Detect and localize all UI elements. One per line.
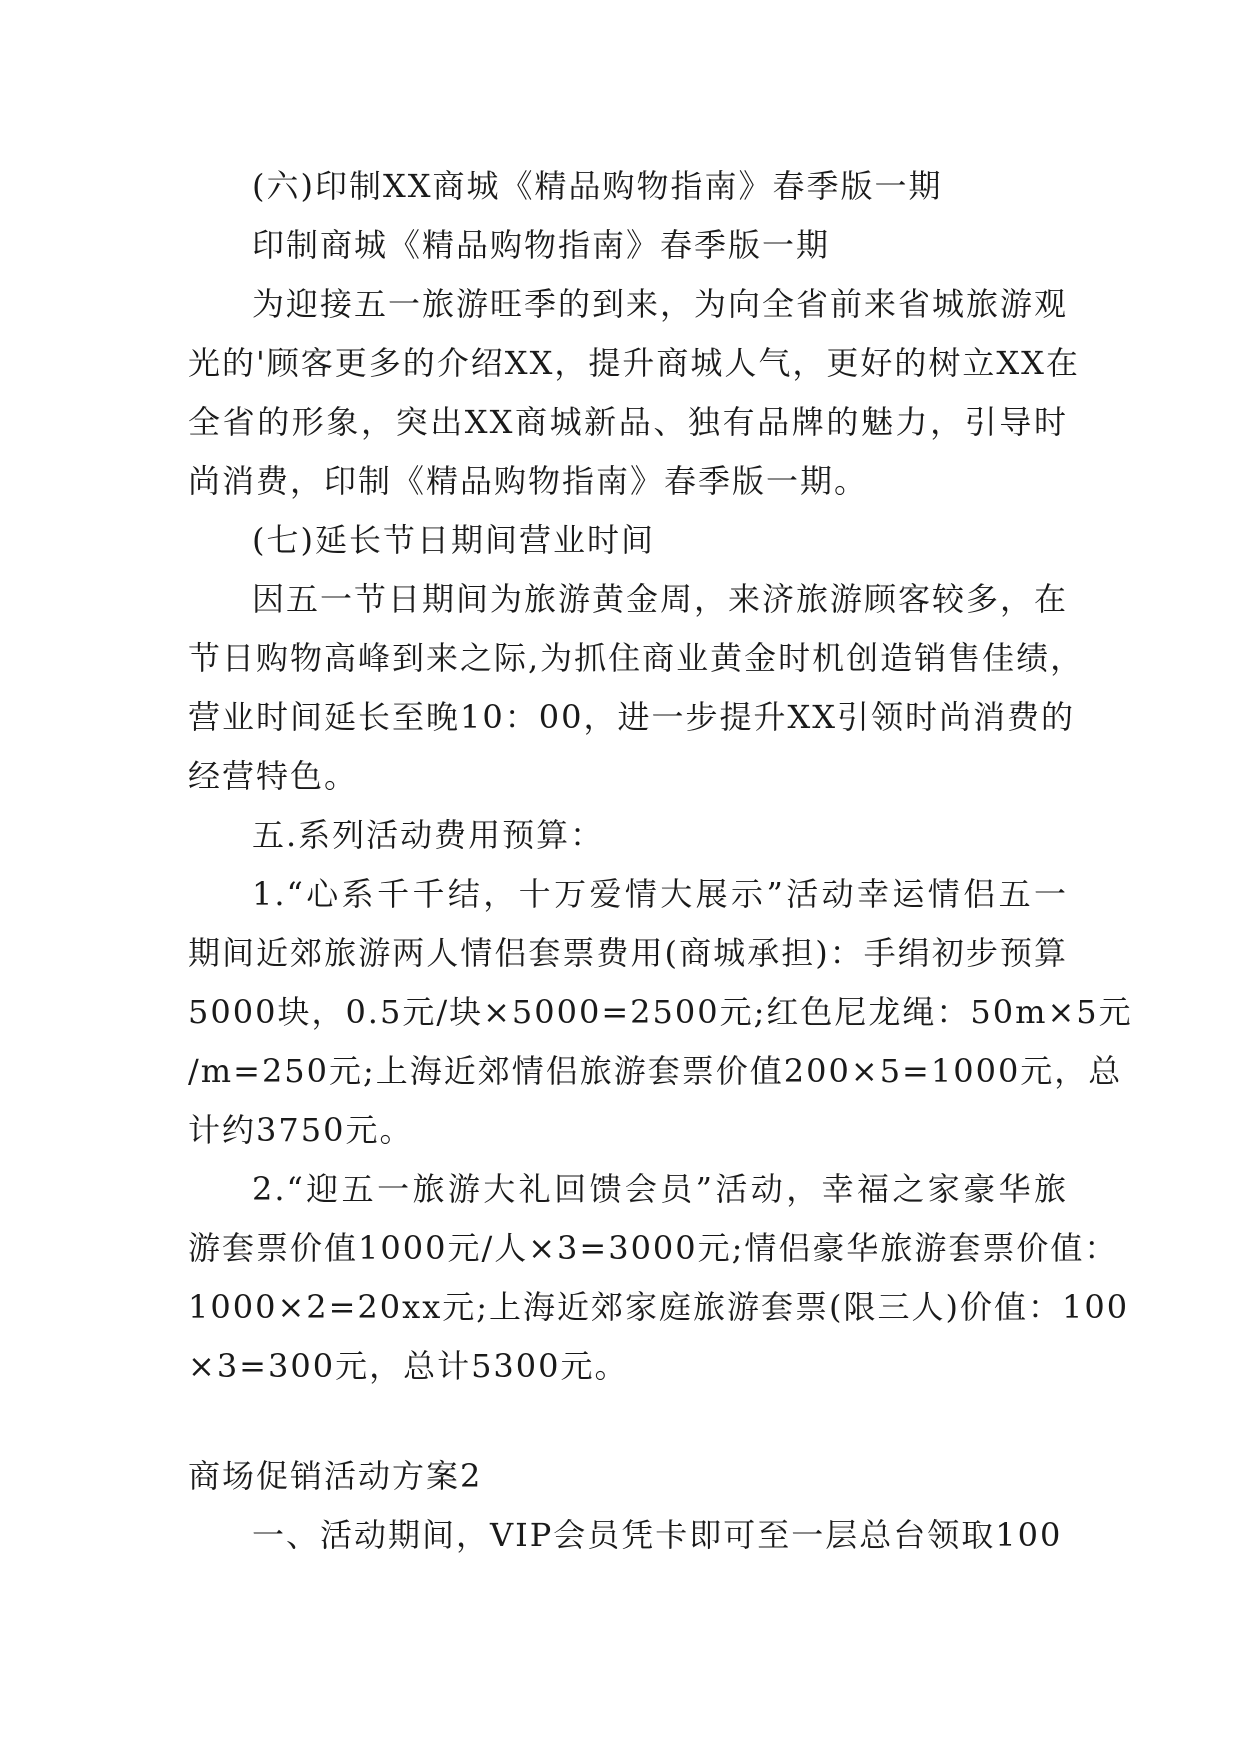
section-heading-5: 五.系列活动费用预算：: [252, 816, 605, 854]
paragraph-line: 2.“迎五一旅游大礼回馈会员”活动，幸福之家豪华旅: [252, 1170, 1068, 1208]
paragraph-line: 尚消费，印制《精品购物指南》春季版一期。: [188, 462, 869, 500]
document-title: 商场促销活动方案2: [188, 1457, 483, 1495]
paragraph-line: 1.“心系千千结，十万爱情大展示”活动幸运情侣五一: [252, 875, 1068, 913]
section-heading-7: (七)延长节日期间营业时间: [252, 521, 655, 559]
paragraph-line: 因五一节日期间为旅游黄金周，来济旅游顾客较多，在: [252, 580, 1069, 618]
paragraph-line: ×3=300元，总计5300元。: [188, 1347, 629, 1385]
paragraph-line: 期间近郊旅游两人情侣套票费用(商城承担)：手绢初步预算: [188, 934, 1068, 972]
paragraph-line: 全省的形象，突出XX商城新品、独有品牌的魅力，引导时: [188, 403, 1068, 441]
paragraph-line: 营业时间延长至晚10：00，进一步提升XX引领时尚消费的: [188, 698, 1076, 736]
paragraph-line: 游套票价值1000元/人×3=3000元;情侣豪华旅游套票价值：: [188, 1229, 1119, 1267]
paragraph-line: 印制商城《精品购物指南》春季版一期: [252, 226, 831, 264]
paragraph-line: 节日购物高峰到来之际,为抓住商业黄金时机创造销售佳绩，: [188, 639, 1085, 677]
paragraph-line: 一、活动期间，VIP会员凭卡即可至一层总台领取100: [252, 1516, 1063, 1554]
paragraph-line: /m=250元;上海近郊情侣旅游套票价值200×5=1000元，总: [188, 1052, 1123, 1090]
paragraph-line: 计约3750元。: [188, 1111, 414, 1149]
paragraph-line: 光的'顾客更多的介绍XX，提升商城人气，更好的树立XX在: [188, 344, 1080, 382]
paragraph-line: 5000块，0.5元/块×5000=2500元;红色尼龙绳：50m×5元: [188, 993, 1133, 1031]
paragraph-line: 为迎接五一旅游旺季的到来，为向全省前来省城旅游观: [252, 285, 1069, 323]
paragraph-line: 1000×2=20xx元;上海近郊家庭旅游套票(限三人)价值：100: [188, 1288, 1130, 1326]
paragraph-line: 经营特色。: [188, 757, 359, 795]
section-heading-6: (六)印制XX商城《精品购物指南》春季版一期: [252, 167, 943, 205]
